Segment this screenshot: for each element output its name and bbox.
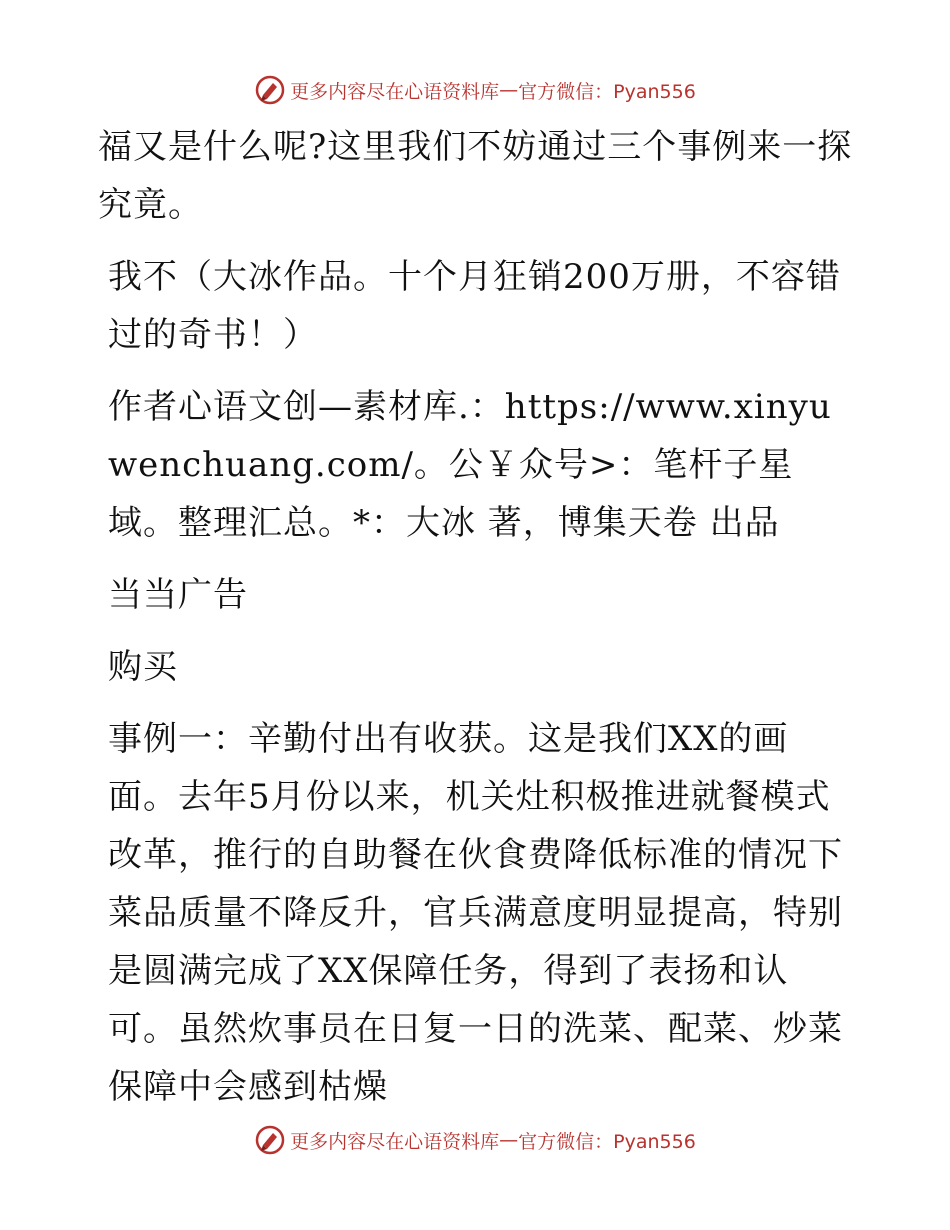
paragraph-buy: 购买 xyxy=(108,647,178,687)
header-banner xyxy=(0,70,950,110)
banner-separator: — xyxy=(499,79,519,101)
pen-logo-icon xyxy=(254,74,286,106)
pen-logo-icon xyxy=(254,1124,286,1156)
document-body xyxy=(98,118,858,1130)
footer-contact: 官方微信：Pyan556 xyxy=(518,1130,696,1153)
banner-title: 更多内容尽在心语资料库 xyxy=(290,80,500,103)
footer-banner xyxy=(0,1120,950,1160)
banner-contact: 官方微信：Pyan556 xyxy=(518,80,696,103)
paragraph-intro: 福又是什么呢?这里我们不妨通过三个事例来一探究竟。 xyxy=(98,127,853,225)
footer-separator: — xyxy=(499,1129,519,1151)
paragraph-ad: 当当广告 xyxy=(108,575,248,615)
paragraph-example-one: 事例一：辛勤付出有收获。这是我们XX的画面。去年5月份以来，机关灶积极推进就餐模式改革，推行的自助餐在伙食费降低标准的情况下菜品质量不降反升，官兵满意度明显提高，特别是圆满完成了XX保障任务，得到了表扬和认可。虽然炊事员在日复一日的洗菜、配菜、炒菜保障中会感到枯燥 xyxy=(108,719,843,1107)
paragraph-book-title: 我不（大冰作品。十个月狂销200万册，不容错过的奇书！） xyxy=(108,257,841,355)
footer-title: 更多内容尽在心语资料库 xyxy=(290,1130,500,1153)
paragraph-source: 作者心语文创—素材库.：https://www.xinyuwenchuang.com/。公￥众号>：笔杆子星域。整理汇总。*：大冰 著，博集天卷 出品 xyxy=(108,387,832,543)
